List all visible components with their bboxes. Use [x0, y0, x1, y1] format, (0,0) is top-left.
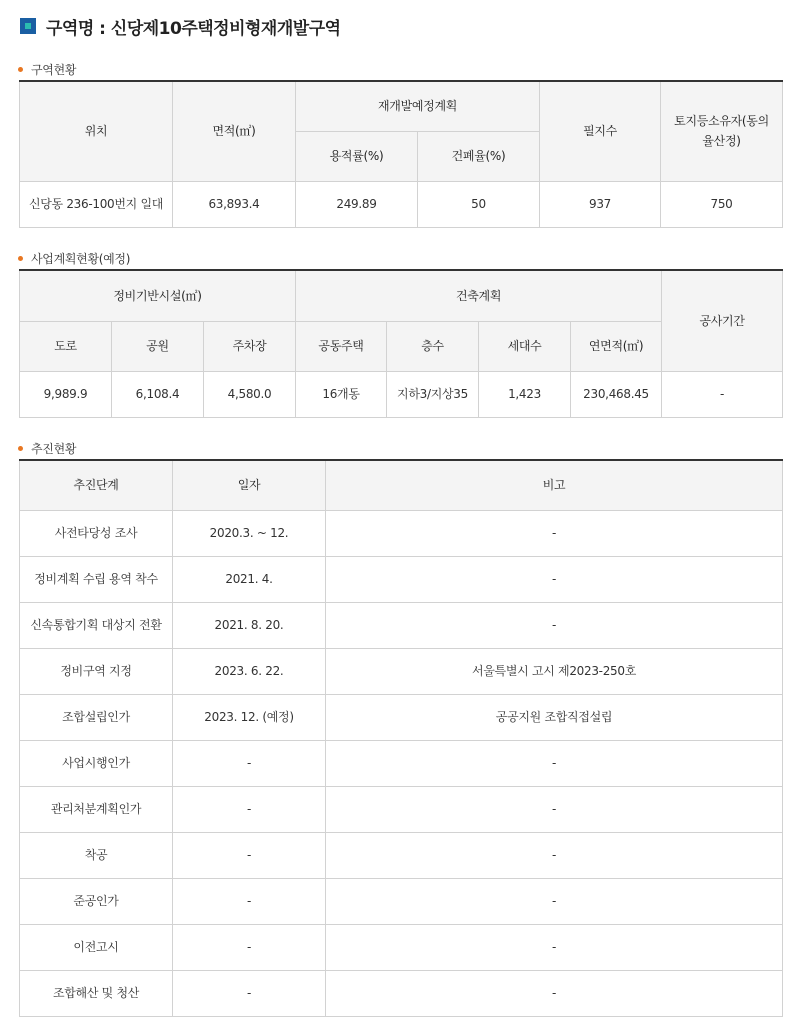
- cell-gfa: 230,468.45: [571, 371, 662, 417]
- title-square-icon: [20, 18, 36, 34]
- business-plan-table: [19, 269, 783, 418]
- cell-stage: 정비계획 수립 용역 착수: [20, 556, 173, 602]
- cell-note: -: [326, 832, 783, 878]
- cell-date: 2023. 12. (예정): [173, 694, 326, 740]
- header-location: 위치: [20, 81, 173, 181]
- cell-park: 6,108.4: [112, 371, 204, 417]
- table-row: [20, 832, 783, 878]
- header-period: 공사기간: [662, 270, 783, 371]
- cell-road: 9,989.9: [20, 371, 112, 417]
- header-parking: 주차장: [204, 321, 296, 371]
- cell-date: 2021. 4.: [173, 556, 326, 602]
- cell-area: 63,893.4: [173, 181, 296, 227]
- cell-location: 신당동 236-100번지 일대: [20, 181, 173, 227]
- section-heading-text: 구역현황: [31, 63, 77, 77]
- header-date: 일자: [173, 460, 326, 510]
- cell-lots: 937: [540, 181, 661, 227]
- table-row: [20, 694, 783, 740]
- table-row: [20, 786, 783, 832]
- cell-date: -: [173, 832, 326, 878]
- bullet-icon: [18, 67, 23, 72]
- cell-stage: 준공인가: [20, 878, 173, 924]
- progress-table: [19, 459, 783, 1017]
- district-status-table: [19, 80, 783, 228]
- cell-note: -: [326, 740, 783, 786]
- header-housing: 공동주택: [296, 321, 387, 371]
- cell-units: 1,423: [479, 371, 571, 417]
- cell-date: 2020.3. ~ 12.: [173, 510, 326, 556]
- header-owners: 토지등소유자(동의율산정): [661, 81, 783, 181]
- cell-stage: 정비구역 지정: [20, 648, 173, 694]
- section-heading-status: [18, 61, 76, 78]
- cell-note: -: [326, 970, 783, 1016]
- header-floors: 층수: [387, 321, 479, 371]
- cell-date: -: [173, 970, 326, 1016]
- table-row: [20, 878, 783, 924]
- cell-note: -: [326, 602, 783, 648]
- bullet-icon: [18, 446, 23, 451]
- header-gfa: 연면적(㎡): [571, 321, 662, 371]
- cell-bcr: 50: [418, 181, 540, 227]
- header-road: 도로: [20, 321, 112, 371]
- header-bcr: 건폐율(%): [418, 131, 540, 181]
- table-row: [20, 602, 783, 648]
- table-row: [20, 740, 783, 786]
- table-row: [20, 648, 783, 694]
- table-row: [20, 510, 783, 556]
- cell-date: -: [173, 740, 326, 786]
- cell-housing: 16개동: [296, 371, 387, 417]
- cell-date: -: [173, 878, 326, 924]
- header-stage: 추진단계: [20, 460, 173, 510]
- section-heading-text: 추진현황: [31, 442, 77, 456]
- cell-parking: 4,580.0: [204, 371, 296, 417]
- cell-date: -: [173, 786, 326, 832]
- cell-note: 공공지원 조합직접설립: [326, 694, 783, 740]
- header-units: 세대수: [479, 321, 571, 371]
- cell-note: -: [326, 786, 783, 832]
- cell-note: -: [326, 878, 783, 924]
- cell-date: 2023. 6. 22.: [173, 648, 326, 694]
- cell-owners: 750: [661, 181, 783, 227]
- page-title: [20, 14, 341, 38]
- cell-date: -: [173, 924, 326, 970]
- cell-note: -: [326, 556, 783, 602]
- cell-note: -: [326, 924, 783, 970]
- cell-stage: 조합해산 및 청산: [20, 970, 173, 1016]
- header-plan: 재개발예정계획: [296, 81, 540, 131]
- cell-far: 249.89: [296, 181, 418, 227]
- cell-note: -: [326, 510, 783, 556]
- section-heading-progress: [18, 440, 76, 457]
- cell-floors: 지하3/지상35: [387, 371, 479, 417]
- cell-stage: 관리처분계획인가: [20, 786, 173, 832]
- cell-period: -: [662, 371, 783, 417]
- bullet-icon: [18, 256, 23, 261]
- cell-note: 서울특별시 고시 제2023-250호: [326, 648, 783, 694]
- header-far: 용적률(%): [296, 131, 418, 181]
- header-note: 비고: [326, 460, 783, 510]
- table-row: [20, 556, 783, 602]
- table-row: [20, 970, 783, 1016]
- header-build: 건축계획: [296, 270, 662, 321]
- cell-date: 2021. 8. 20.: [173, 602, 326, 648]
- cell-stage: 착공: [20, 832, 173, 878]
- cell-stage: 사업시행인가: [20, 740, 173, 786]
- table-row: [20, 924, 783, 970]
- header-lots: 필지수: [540, 81, 661, 181]
- cell-stage: 이전고시: [20, 924, 173, 970]
- cell-stage: 조합설립인가: [20, 694, 173, 740]
- cell-stage: 사전타당성 조사: [20, 510, 173, 556]
- header-park: 공원: [112, 321, 204, 371]
- cell-stage: 신속통합기획 대상지 전환: [20, 602, 173, 648]
- section-heading-plan: [18, 250, 130, 267]
- header-area: 면적(㎡): [173, 81, 296, 181]
- section-heading-text: 사업계획현황(예정): [31, 252, 131, 266]
- page-title-text: 구역명 : 신당제10주택정비형재개발구역: [46, 18, 341, 39]
- header-infra: 정비기반시설(㎡): [20, 270, 296, 321]
